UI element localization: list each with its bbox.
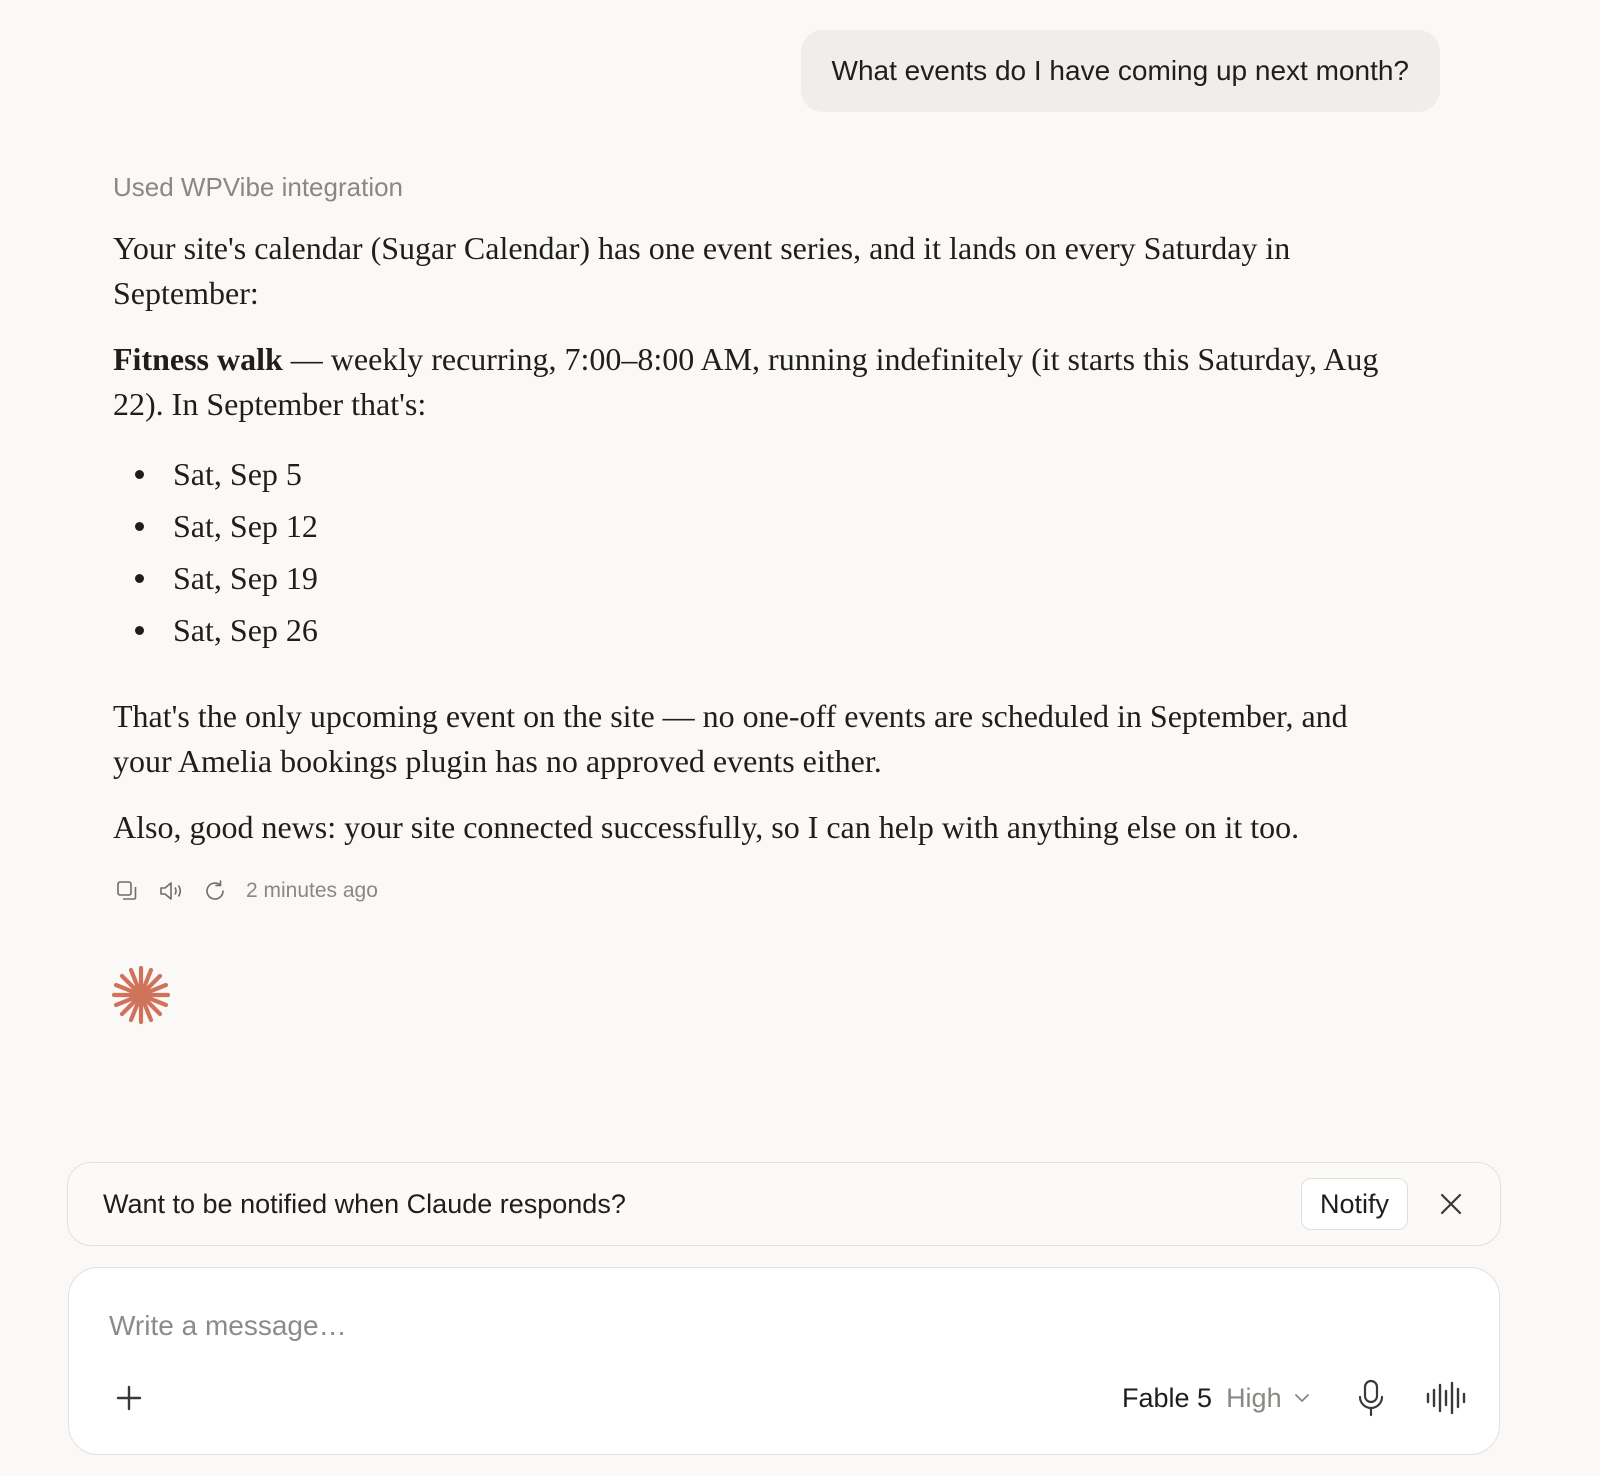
notify-button[interactable]: Notify — [1301, 1178, 1408, 1230]
model-name: Fable 5 — [1122, 1382, 1213, 1413]
message-timestamp: 2 minutes ago — [246, 879, 378, 902]
chevron-down-icon — [1294, 1393, 1310, 1403]
plus-icon[interactable] — [113, 1382, 145, 1414]
notification-text: Want to be notified when Claude responds? — [103, 1188, 626, 1219]
message-composer — [68, 1267, 1500, 1455]
close-icon[interactable] — [1436, 1189, 1466, 1219]
voice-mode-icon[interactable] — [1425, 1381, 1467, 1415]
list-item: Sat, Sep 26 — [131, 604, 1413, 656]
response-summary: That's the only upcoming event on the site — no one-off events are scheduled in September, and your Amelia bookings plugin has no approved events either. — [113, 698, 1348, 779]
message-input[interactable]: Write a message… — [109, 1310, 347, 1341]
list-item: Sat, Sep 12 — [131, 500, 1413, 552]
list-item: Sat, Sep 19 — [131, 552, 1413, 604]
retry-icon[interactable] — [200, 876, 230, 906]
list-item: Sat, Sep 5 — [131, 448, 1413, 500]
effort-level: High — [1226, 1382, 1282, 1413]
response-closing: Also, good news: your site connected successfully, so I can help with anything else on it too. — [113, 809, 1300, 845]
claude-spark-icon — [110, 964, 172, 1026]
microphone-icon[interactable] — [1355, 1378, 1387, 1418]
event-name: Fitness walk — [113, 341, 283, 377]
response-event — [113, 337, 1413, 427]
copy-icon[interactable] — [112, 876, 142, 906]
assistant-response — [113, 226, 1413, 871]
user-message-text: What events do I have coming up next month? — [831, 55, 1409, 86]
message-actions — [112, 874, 378, 908]
integration-note[interactable]: Used WPVibe integration — [113, 172, 404, 202]
speaker-icon[interactable] — [156, 876, 186, 906]
event-dates-list — [131, 448, 1413, 656]
notification-prompt — [67, 1162, 1501, 1246]
response-intro: Your site's calendar (Sugar Calendar) has one event series, and it lands on every Saturday in September: — [113, 230, 1291, 311]
model-selector[interactable] — [1122, 1378, 1310, 1418]
event-details: — weekly recurring, 7:00–8:00 AM, running indefinitely (it starts this Saturday, Aug 22). In September that's: — [113, 341, 1379, 422]
user-message-bubble — [801, 30, 1440, 112]
